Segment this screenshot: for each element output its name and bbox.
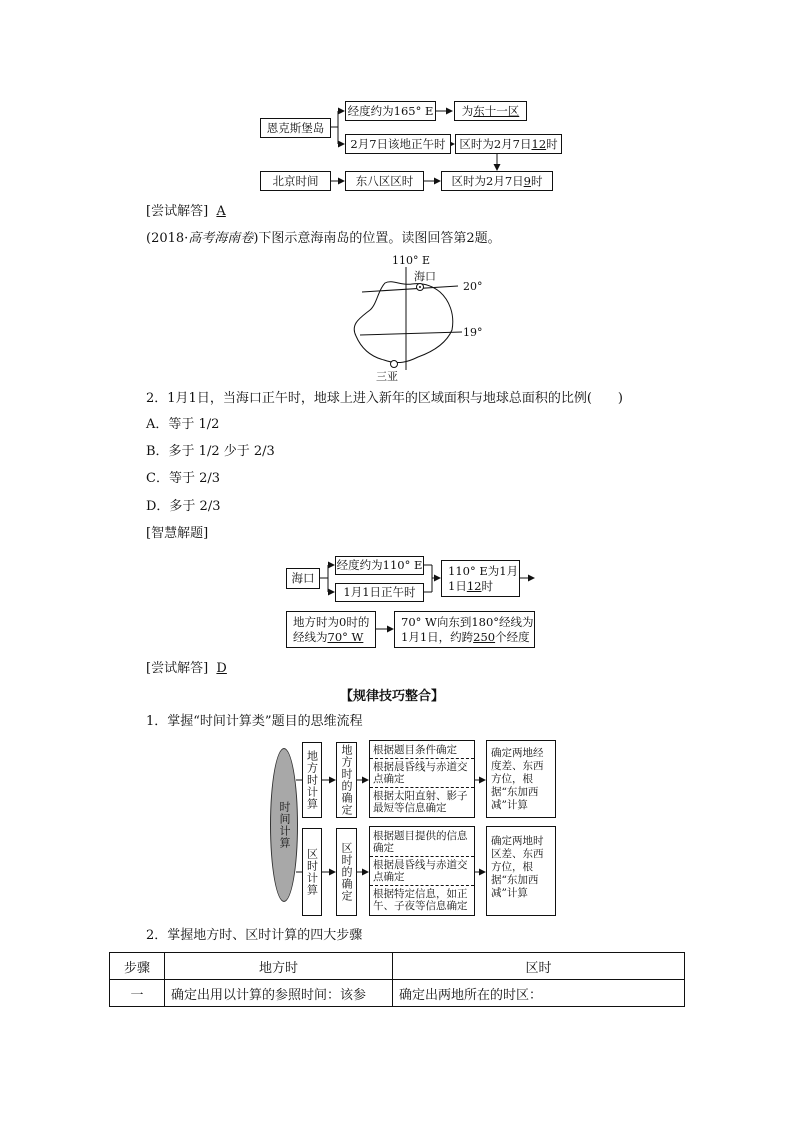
lon-110-box: 经度约为110° E: [335, 556, 424, 575]
zone-time-hour: 12: [531, 136, 547, 151]
local-calc-box: [302, 742, 322, 818]
result-line2: [448, 579, 493, 594]
answer1: [146, 203, 226, 221]
steps-table: [109, 952, 685, 1007]
zone-determine-box: [336, 828, 357, 916]
jan1-noon-box: 1月1日正午时: [335, 583, 424, 602]
midnight-line2-value: 70° W: [327, 629, 364, 644]
root-label: 时间计算: [278, 801, 291, 849]
span-line2-value: 250: [473, 629, 496, 644]
east11-box: [454, 101, 527, 121]
haikou-box: 海口: [286, 568, 320, 589]
intro-year: (2018·: [146, 231, 189, 246]
span-line2-suffix: 个经度: [495, 629, 530, 644]
option-c: C．等于 2/3: [146, 471, 221, 486]
table-row: [110, 980, 685, 1007]
zone-determine-label: 区时的确定: [340, 842, 353, 902]
local-methods-box: [369, 740, 475, 818]
question2-intro: [146, 230, 501, 248]
zone-result-box: 确定两地时区差、东西方位，根据“东加西减”计算: [486, 826, 556, 916]
answer2: [146, 660, 227, 678]
local-calc-label: 地方时计算: [305, 750, 319, 810]
result-box: [441, 560, 520, 597]
bj-zone-time-box: [441, 171, 553, 191]
result-line2-prefix: 1日: [448, 578, 467, 593]
local-method-3: 根据太阳直射、影子最短等信息确定: [370, 787, 474, 816]
map-sanya-label: 三亚: [376, 370, 398, 383]
option-b: B．多于 1/2 少于 2/3: [146, 444, 275, 459]
question2-stem: 2．1月1日，当海口正午时，地球上进入新年的区域面积与地球总面积的比例( ): [146, 391, 623, 406]
option-a: A．等于 1/2: [146, 417, 220, 432]
midnight-line1: 地方时为0时的: [293, 614, 370, 629]
local-method-1: 根据题目条件确定: [373, 744, 457, 756]
bj-time-hour: 9: [523, 173, 531, 188]
row1-local-time: 确定出用以计算的参照时间：该参: [165, 980, 393, 1007]
header-zone-time: 区时: [393, 953, 685, 980]
option-d: D．多于 2/3: [146, 499, 221, 514]
zone-calc-box: [302, 828, 322, 916]
midnight-box: [286, 611, 376, 648]
zone-time-suffix: 时: [546, 136, 558, 151]
local-determine-label: 地方时的确定: [340, 744, 353, 816]
span-line2: [401, 630, 530, 645]
root-ellipse: [270, 748, 298, 902]
section-title: 【规律技巧整合】: [340, 689, 445, 704]
answer2-value: D: [216, 661, 227, 676]
span-line1: 70° W向东到180°经线为: [401, 614, 534, 629]
point2: 2．掌握地方时、区时计算的四大步骤: [146, 928, 363, 943]
answer2-label: [尝试解答]: [146, 661, 209, 676]
noon-box: 2月7日该地正午时: [345, 134, 451, 154]
result-line2-suffix: 时: [481, 578, 493, 593]
local-result-box: 确定两地经度差、东西方位，根据“东加西减”计算: [486, 740, 556, 818]
header-step: 步骤: [110, 953, 165, 980]
result-line2-hour: 12: [466, 578, 482, 593]
map-lon-label: 110° E: [392, 254, 431, 267]
zone-methods-box: [369, 826, 475, 916]
zone-time-prefix: 区时为2月7日: [459, 136, 532, 151]
table-header-row: [110, 953, 685, 980]
header-local-time: 地方时: [165, 953, 393, 980]
result-line1: 110° E为1月: [448, 563, 519, 578]
bj-time-suffix: 时: [530, 173, 543, 188]
point1: 1．掌握“时间计算类”题目的思维流程: [146, 714, 363, 729]
midnight-line2: [293, 630, 363, 645]
map-lat19-label: 19°: [463, 326, 483, 339]
east8-box: 东八区区时: [345, 171, 424, 191]
row1-zone-time: 确定出两地所在的时区：: [393, 980, 685, 1007]
span-line2-prefix: 1月1日，约跨: [401, 629, 474, 644]
zone-calc-label: 区时计算: [305, 848, 319, 896]
answer1-label: [尝试解答]: [146, 204, 209, 219]
map-haikou-label: 海口: [414, 270, 436, 283]
wisdom-label: [智慧解题]: [146, 526, 209, 541]
bj-time-prefix: 区时为2月7日: [451, 173, 524, 188]
span-box: [394, 611, 535, 648]
beijing-time-box: 北京时间: [260, 171, 331, 191]
intro-text: )下图示意海南岛的位置。读图回答第2题。: [253, 231, 501, 246]
intro-source: 高考海南卷: [188, 231, 254, 246]
zone-method-1: 根据题目提供的信息确定: [373, 830, 468, 854]
answer1-value: A: [216, 204, 226, 219]
lon-165-box: 经度约为165° E: [345, 101, 436, 121]
island-box: 恩克斯堡岛: [260, 118, 331, 138]
local-method-2: 根据晨昏线与赤道交点确定: [370, 758, 474, 787]
east11-zone: 东十一区: [473, 103, 520, 118]
local-determine-box: [336, 742, 357, 818]
zone-method-3: 根据特定信息，如正午、子夜等信息确定: [370, 885, 474, 914]
midnight-line2-prefix: 经线为: [293, 629, 328, 644]
map-lat20-label: 20°: [463, 280, 483, 293]
east11-prefix: 为: [461, 103, 474, 118]
zone-method-2: 根据晨昏线与赤道交点确定: [370, 856, 474, 885]
zone-time-box: [455, 134, 562, 154]
row1-step: 一: [110, 980, 165, 1007]
